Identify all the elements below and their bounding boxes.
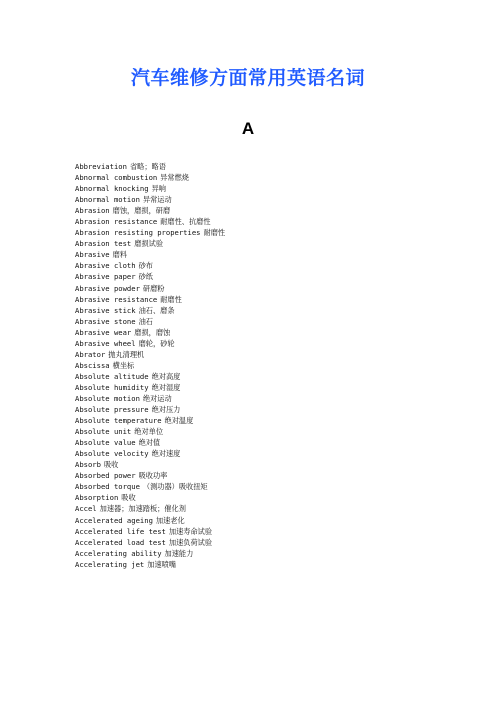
entry-english-term: Absolute humidity bbox=[75, 382, 149, 392]
entry-english-term: Absorption bbox=[75, 493, 119, 503]
entry-chinese-term: 省略；略语 bbox=[129, 162, 166, 171]
entry-chinese-term: 绝对速度 bbox=[151, 449, 181, 459]
glossary-entry bbox=[75, 283, 225, 294]
entry-english-term: Abrasion bbox=[75, 206, 110, 216]
glossary-entry bbox=[75, 515, 225, 526]
entry-chinese-term: 耐磨性 bbox=[160, 294, 182, 304]
entry-chinese-term: 加速负荷试验 bbox=[168, 537, 213, 547]
entry-chinese-term: 加速能力 bbox=[164, 548, 194, 558]
glossary-entry bbox=[75, 526, 225, 537]
glossary-entry bbox=[75, 559, 225, 570]
entry-english-term: Absolute pressure bbox=[75, 405, 149, 415]
entry-english-term: Abrasion resistance bbox=[75, 217, 158, 227]
entry-chinese-term: 磨损，磨蚀 bbox=[134, 327, 171, 337]
document-title: 汽车维修方面常用英语名词 bbox=[130, 67, 365, 89]
glossary-entry bbox=[75, 183, 225, 194]
entry-english-term: Abrator bbox=[75, 349, 106, 359]
entry-chinese-term: 绝对运动 bbox=[142, 393, 172, 403]
glossary-entry bbox=[75, 404, 225, 415]
entry-chinese-term: 吸收功率 bbox=[138, 471, 168, 481]
entry-english-term: Absorbed torque bbox=[75, 482, 140, 492]
glossary-entry bbox=[75, 327, 225, 338]
entry-chinese-term: 耐磨性、抗磨性 bbox=[160, 217, 211, 227]
entry-english-term: Abrasive resistance bbox=[75, 294, 158, 304]
entry-english-term: Absolute velocity bbox=[75, 449, 149, 459]
entry-chinese-term: 异响 bbox=[151, 184, 166, 194]
entry-chinese-term: 加速老化 bbox=[155, 515, 185, 525]
glossary-entry bbox=[75, 249, 225, 260]
entry-chinese-term: 油石、磨条 bbox=[138, 305, 175, 315]
glossary-entry bbox=[75, 537, 225, 548]
glossary-entry bbox=[75, 271, 225, 282]
entry-chinese-term: 加速器；加速踏板；催化剂 bbox=[99, 504, 186, 514]
section-letter: A bbox=[241, 119, 255, 138]
entry-english-term: Accelerated ageing bbox=[75, 515, 153, 525]
glossary-entry bbox=[75, 548, 225, 559]
glossary-entry bbox=[75, 503, 225, 514]
entry-english-term: Abrasion test bbox=[75, 239, 132, 249]
glossary-entry bbox=[75, 360, 225, 371]
entry-english-term: Abbreviation bbox=[75, 162, 127, 171]
entry-chinese-term: 油石 bbox=[138, 316, 153, 326]
entry-chinese-term: 耐磨性 bbox=[203, 228, 226, 238]
entry-english-term: Accelerated load test bbox=[75, 537, 166, 547]
glossary-entry bbox=[75, 205, 225, 216]
entry-english-term: Abscissa bbox=[75, 360, 110, 370]
glossary-entry bbox=[75, 216, 225, 227]
entry-english-term: Absolute motion bbox=[75, 393, 140, 403]
entry-chinese-term: 绝对单位 bbox=[134, 427, 164, 437]
glossary-entry bbox=[75, 260, 225, 271]
entry-chinese-term: 吸收 bbox=[121, 493, 136, 503]
entry-chinese-term: 绝对湿度 bbox=[151, 382, 181, 392]
glossary-entry bbox=[75, 492, 225, 503]
entry-english-term: Abnormal motion bbox=[75, 195, 140, 205]
glossary-entry bbox=[75, 415, 225, 426]
entry-chinese-term: 砂布 bbox=[138, 261, 153, 271]
entry-english-term: Abrasive wear bbox=[75, 327, 132, 337]
entry-chinese-term: 磨轮，砂轮 bbox=[138, 338, 175, 348]
glossary-entry bbox=[75, 371, 225, 382]
glossary-entry bbox=[75, 481, 225, 492]
entry-chinese-term: 吸收 bbox=[103, 460, 119, 470]
entry-chinese-term: 绝对压力 bbox=[151, 405, 181, 415]
entry-chinese-term: 横坐标 bbox=[112, 360, 135, 370]
glossary-entry bbox=[75, 316, 225, 327]
glossary-entry bbox=[75, 194, 225, 205]
glossary-entry bbox=[75, 338, 225, 349]
entry-english-term: Abrasive stick bbox=[75, 305, 136, 315]
entry-chinese-term: 研磨粉 bbox=[142, 283, 165, 293]
glossary-entry bbox=[75, 437, 225, 448]
entry-english-term: Accel bbox=[75, 504, 97, 514]
entry-english-term: Accelerated life test bbox=[75, 526, 166, 536]
glossary-entry bbox=[75, 382, 225, 393]
entry-chinese-term: 磨蚀，磨损，研磨 bbox=[112, 206, 171, 216]
entry-english-term: Abnormal combustion bbox=[75, 173, 158, 183]
glossary-entry bbox=[75, 349, 225, 360]
entry-english-term: Absolute altitude bbox=[75, 371, 149, 381]
entry-english-term: Abrasive wheel bbox=[75, 338, 136, 348]
glossary-entry bbox=[75, 161, 225, 172]
entry-english-term: Abrasive stone bbox=[75, 316, 136, 326]
entry-english-term: Abrasion resisting properties bbox=[75, 228, 201, 238]
entry-english-term: Accelerating jet bbox=[75, 559, 145, 569]
entry-chinese-term: 绝对高度 bbox=[151, 371, 181, 381]
glossary-entry bbox=[75, 393, 225, 404]
entry-english-term: Abrasive paper bbox=[75, 272, 136, 282]
entry-english-term: Absorbed power bbox=[75, 471, 136, 481]
entry-chinese-term: 磨料 bbox=[112, 250, 128, 260]
glossary-entry bbox=[75, 305, 225, 316]
glossary-entry bbox=[75, 448, 225, 459]
glossary-list bbox=[75, 161, 225, 570]
entry-chinese-term: 绝对温度 bbox=[164, 416, 194, 426]
entry-chinese-term: 绝对值 bbox=[138, 438, 161, 448]
entry-chinese-term: 加速喷嘴 bbox=[147, 559, 177, 569]
entry-english-term: Abnormal knocking bbox=[75, 184, 149, 194]
glossary-entry bbox=[75, 238, 225, 249]
glossary-entry bbox=[75, 294, 225, 305]
entry-chinese-term: 异常燃烧 bbox=[160, 173, 189, 183]
entry-english-term: Absolute unit bbox=[75, 427, 132, 437]
entry-english-term: Absolute temperature bbox=[75, 416, 162, 426]
entry-english-term: Accelerating ability bbox=[75, 548, 162, 558]
entry-chinese-term: （测功器）吸收扭矩 bbox=[142, 482, 208, 492]
entry-english-term: Absolute value bbox=[75, 438, 136, 448]
entry-english-term: Abrasive cloth bbox=[75, 261, 136, 271]
entry-english-term: Abrasive powder bbox=[75, 283, 140, 293]
entry-chinese-term: 抛丸清理机 bbox=[108, 349, 145, 359]
glossary-entry bbox=[75, 426, 225, 437]
entry-chinese-term: 砂纸 bbox=[138, 272, 153, 282]
entry-chinese-term: 加速寿命试验 bbox=[168, 526, 213, 536]
glossary-entry bbox=[75, 227, 225, 238]
glossary-entry bbox=[75, 172, 225, 183]
entry-chinese-term: 异常运动 bbox=[142, 195, 172, 205]
glossary-entry bbox=[75, 459, 225, 470]
glossary-entry bbox=[75, 470, 225, 481]
entry-chinese-term: 磨损试验 bbox=[134, 239, 164, 249]
entry-english-term: Absorb bbox=[75, 460, 101, 470]
entry-english-term: Abrasive bbox=[75, 250, 110, 260]
